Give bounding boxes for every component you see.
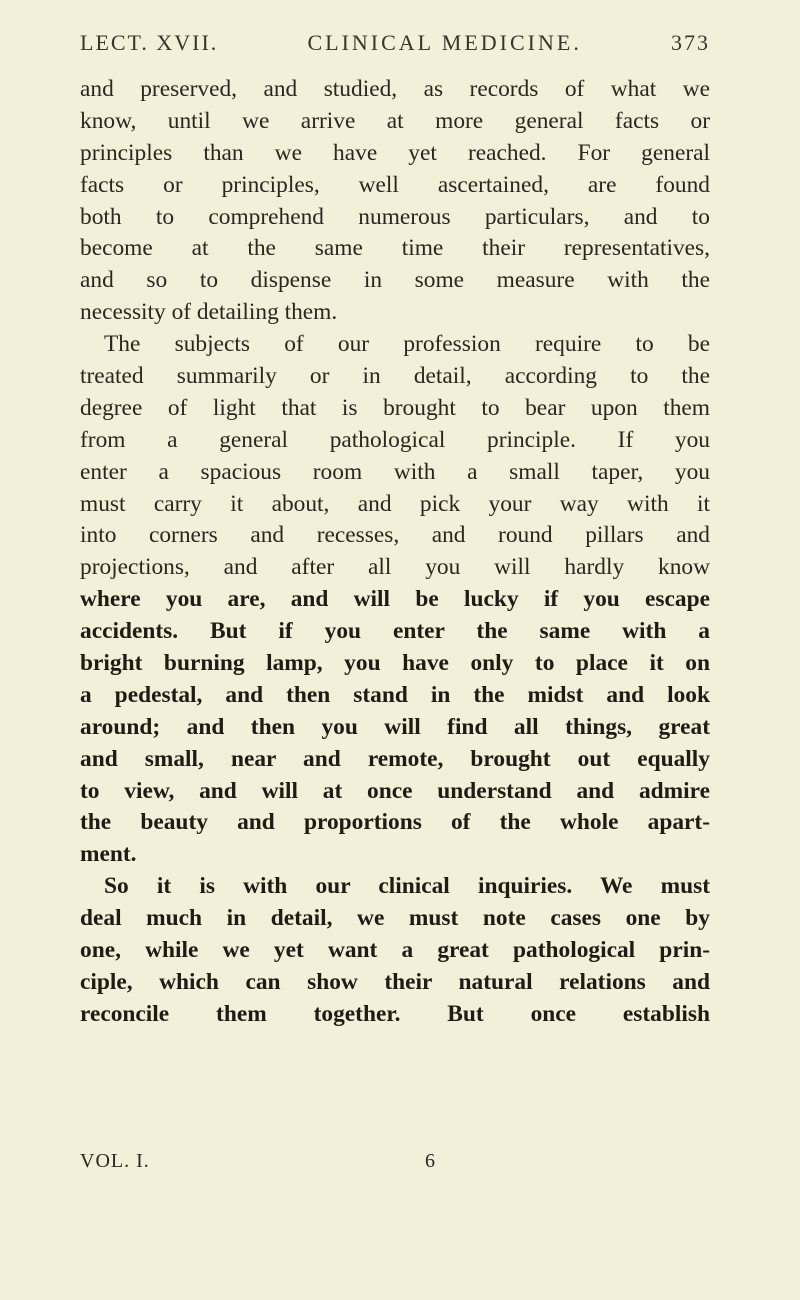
- text-line: and small, near and remote, brought out equally: [80, 745, 710, 772]
- printer-signature: [80, 1150, 500, 1184]
- text-line: and so to dispense in some measure with the: [80, 267, 710, 294]
- text-line: bright burning lamp, you have only to place it on: [80, 650, 710, 677]
- text-line: treated summarily or in detail, according to the: [80, 363, 710, 390]
- text-line: into corners and recesses, and round pillars and: [80, 522, 710, 549]
- text-line: accidents. But if you enter the same with a: [80, 618, 710, 645]
- text-line: where you are, and will be lucky if you escape: [80, 586, 710, 613]
- text-line: The subjects of our profession require to be: [104, 331, 710, 358]
- text-line: ciple, which can show their natural relations and: [80, 968, 710, 995]
- text-line: the beauty and proportions of the whole apart-: [80, 809, 710, 836]
- text-line: become at the same time their representatives,: [80, 235, 710, 262]
- text-line: deal much in detail, we must note cases one by: [80, 905, 710, 932]
- text-line: a pedestal, and then stand in the midst and look: [80, 681, 710, 708]
- body-text: [80, 74, 710, 1031]
- text-line: must carry it about, and pick your way with it: [80, 490, 710, 517]
- text-line: degree of light that is brought to bear upon them: [80, 394, 710, 421]
- text-line: from a general pathological principle. If you: [80, 426, 710, 453]
- text-line: reconcile them together. But once establish: [80, 1000, 710, 1027]
- text-line: projections, and after all you will hardly know: [80, 554, 710, 581]
- text-line: principles than we have yet reached. For general: [80, 139, 710, 166]
- text-line: So it is with our clinical inquiries. We must: [104, 873, 710, 900]
- text-line: both to comprehend numerous particulars, and to: [80, 203, 710, 230]
- text-line: necessity of detailing them.: [80, 299, 338, 326]
- text-line: ment.: [80, 841, 137, 868]
- text-line: know, until we arrive at more general facts or: [80, 107, 710, 134]
- running-head-title: CLINICAL MEDICINE.: [307, 30, 582, 55]
- signature-mark: 6: [425, 1150, 436, 1172]
- text-line: around; and then you will find all things, great: [80, 713, 710, 740]
- running-head-lecture: LECT. XVII.: [80, 30, 219, 55]
- text-line: facts or principles, well ascertained, are found: [80, 171, 710, 198]
- running-head: [80, 30, 710, 64]
- text-line: and preserved, and studied, as records of what we: [80, 76, 710, 102]
- page-number: 373: [671, 30, 710, 55]
- text-line: to view, and will at once understand and admire: [80, 777, 710, 804]
- text-line: one, while we yet want a great pathological prin-: [80, 937, 710, 964]
- text-line: enter a spacious room with a small taper, you: [80, 458, 710, 485]
- volume-mark: VOL. I.: [80, 1150, 150, 1172]
